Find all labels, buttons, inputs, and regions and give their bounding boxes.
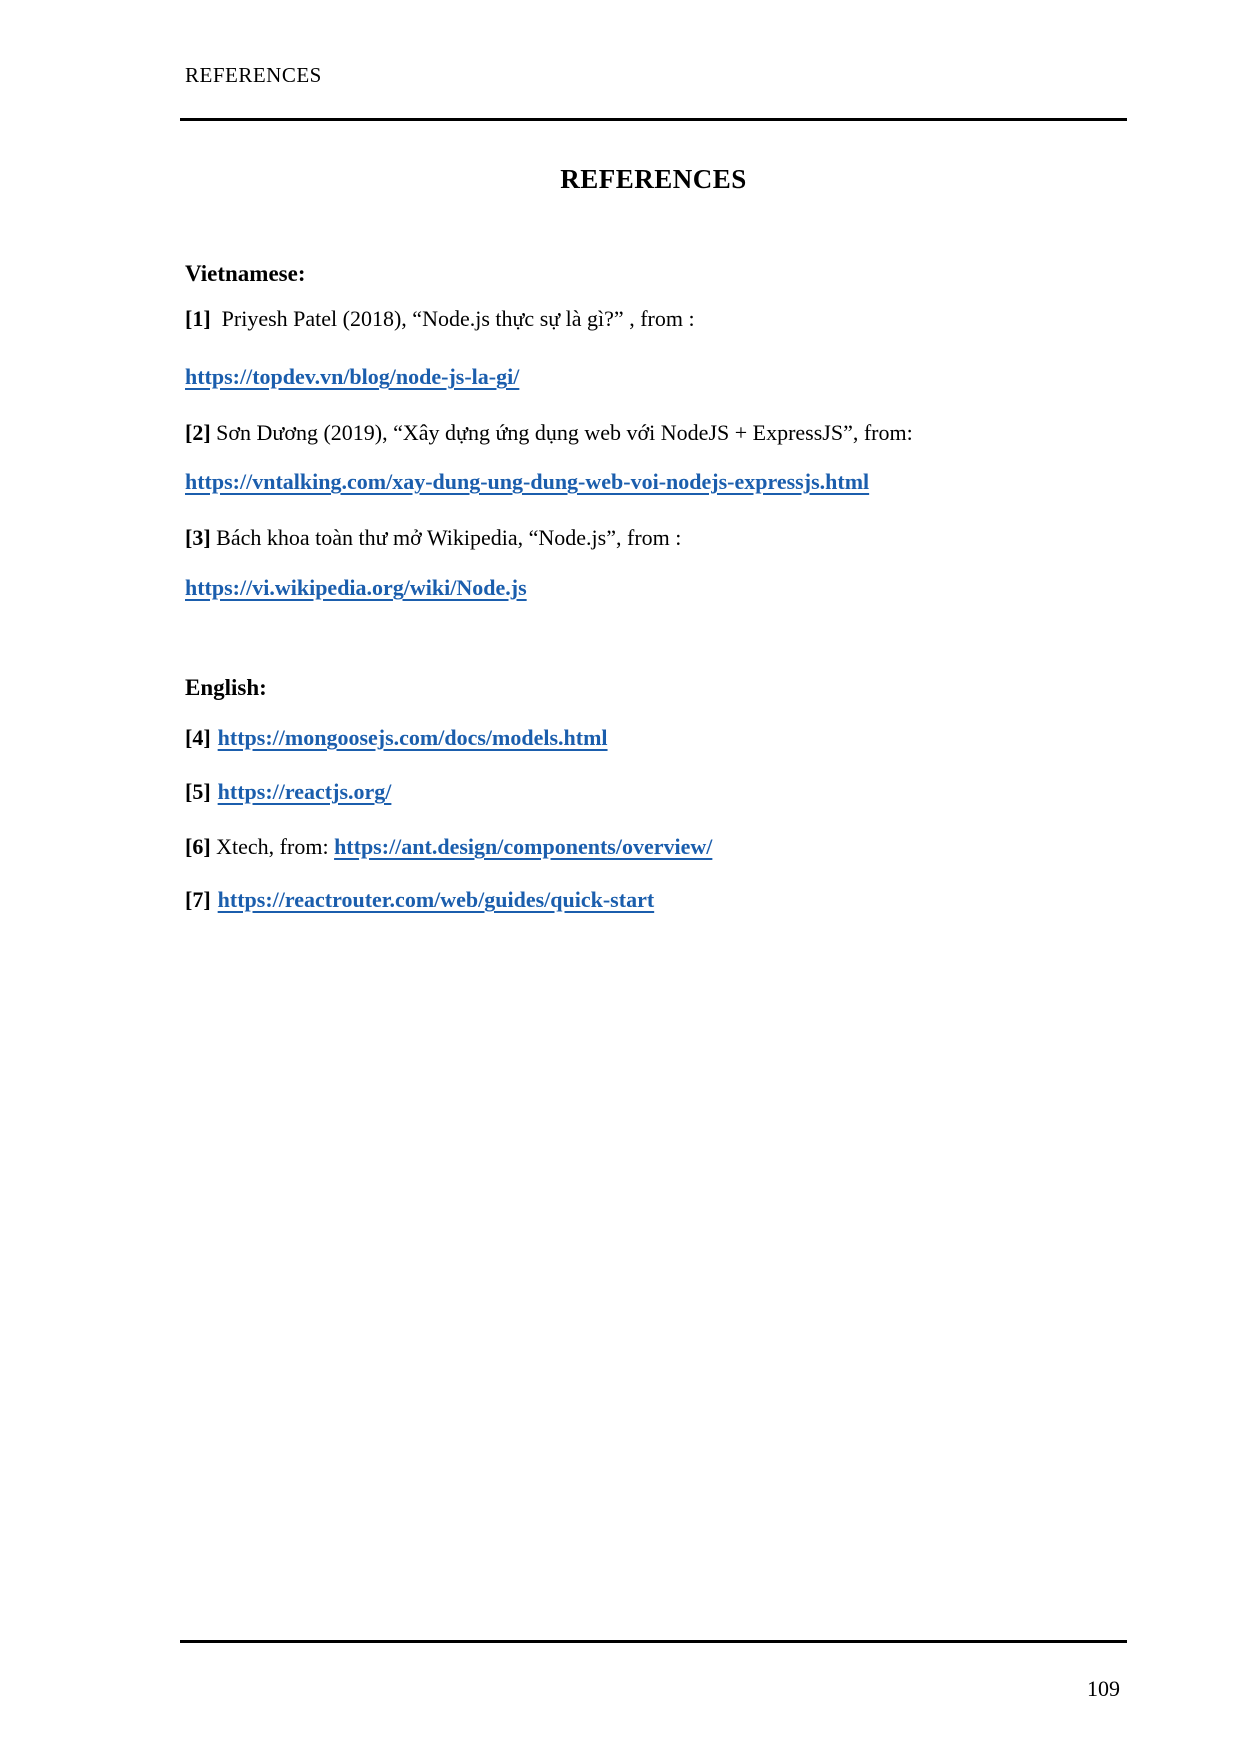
- reference-2-link[interactable]: https://vntalking.com/xay-dung-ung-dung-web-voi-nodejs-expressjs.html: [185, 469, 870, 494]
- reference-4-citation: [185, 725, 1125, 751]
- reference-2-label: [2]: [185, 420, 211, 445]
- running-header: REFERENCES: [185, 63, 322, 87]
- reference-4-label: [4]: [185, 725, 211, 750]
- reference-5-label: [5]: [185, 779, 211, 804]
- reference-6-label: [6]: [185, 834, 211, 859]
- reference-1-label: [1]: [185, 306, 211, 331]
- reference-1-text: Priyesh Patel (2018), “Node.js thực sự là gì?” , from :: [210, 306, 695, 331]
- header-rule: [180, 118, 1127, 121]
- reference-6-text: Xtech, from:: [210, 834, 335, 859]
- reference-5-citation: [185, 779, 1125, 805]
- reference-1-citation: [185, 306, 1125, 332]
- reference-1-link[interactable]: https://topdev.vn/blog/node-js-la-gi/: [185, 364, 520, 389]
- page-title: REFERENCES: [560, 164, 747, 194]
- reference-2-text: Sơn Dương (2019), “Xây dựng ứng dụng web với NodeJS + ExpressJS”, from:: [210, 420, 913, 445]
- reference-3-citation: [185, 525, 1125, 551]
- reference-2-citation: [185, 420, 1125, 446]
- reference-6-citation: [185, 834, 1125, 860]
- footer-rule: [180, 1640, 1127, 1643]
- reference-7-link[interactable]: https://reactrouter.com/web/guides/quick-start: [217, 887, 655, 912]
- reference-1-link-line: [185, 364, 1125, 390]
- reference-3-link-line: [185, 575, 1125, 601]
- reference-5-link[interactable]: https://reactjs.org/: [217, 779, 392, 804]
- section-heading-vietnamese: Vietnamese:: [185, 261, 306, 286]
- reference-6-link[interactable]: https://ant.design/components/overview/: [334, 834, 713, 859]
- reference-3-text: Bách khoa toàn thư mở Wikipedia, “Node.js”, from :: [210, 525, 682, 550]
- reference-7-label: [7]: [185, 887, 211, 912]
- reference-7-citation: [185, 887, 1125, 913]
- section-heading-english: English:: [185, 675, 267, 700]
- reference-3-label: [3]: [185, 525, 211, 550]
- page-number: 109: [1087, 1676, 1120, 1701]
- reference-4-link[interactable]: https://mongoosejs.com/docs/models.html: [217, 725, 608, 750]
- reference-2-link-line: [185, 469, 1125, 495]
- reference-3-link[interactable]: https://vi.wikipedia.org/wiki/Node.js: [185, 575, 527, 600]
